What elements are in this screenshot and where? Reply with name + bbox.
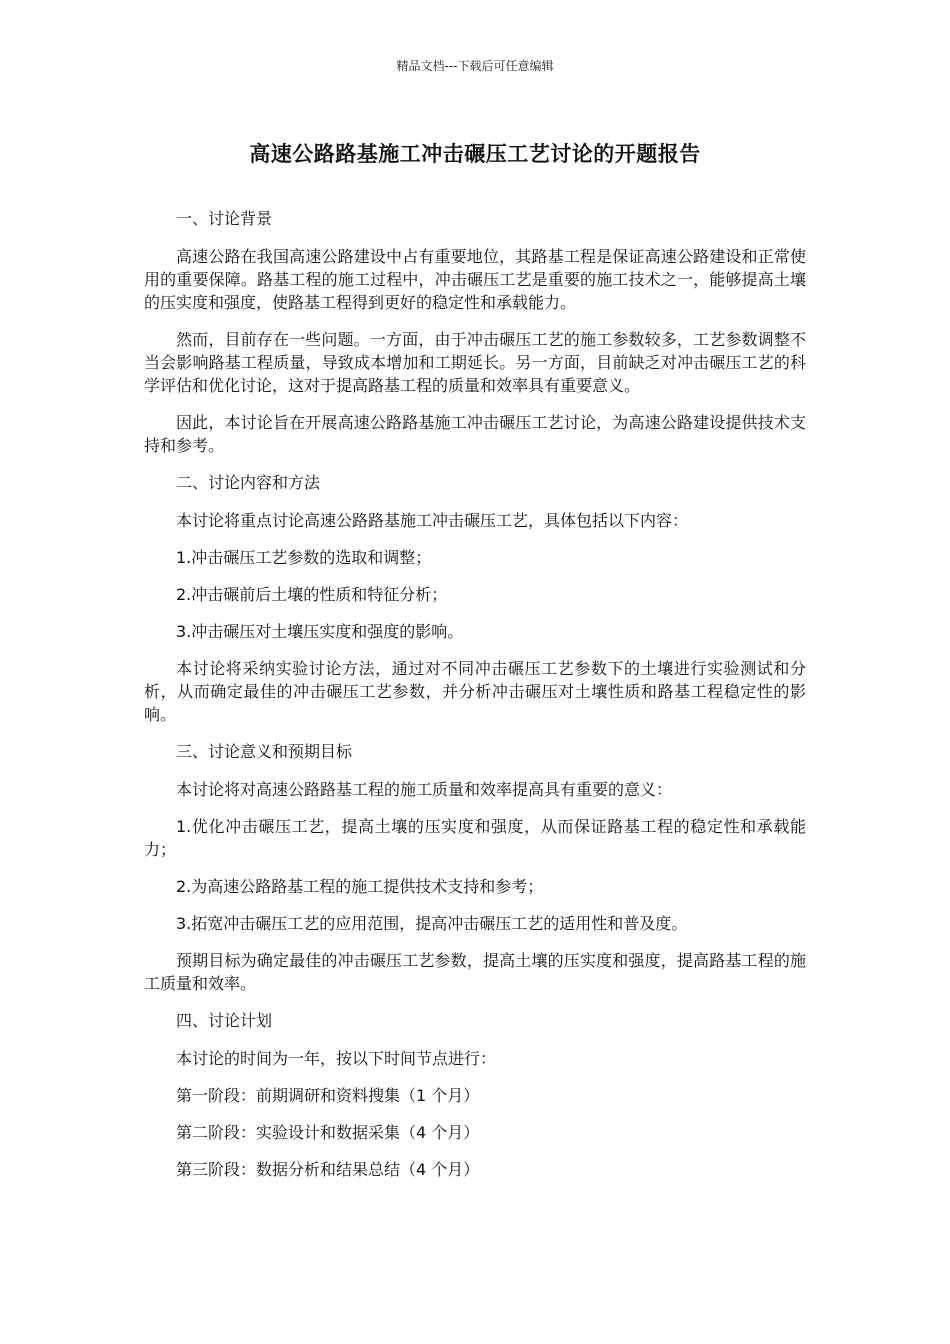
list-item: 3.拓宽冲击碾压工艺的应用范围，提高冲击碾压工艺的适用性和普及度。 [176, 914, 688, 933]
schedule-item: 第三阶段：数据分析和结果总结（4 个月） [176, 1160, 480, 1179]
list-item: 2.冲击碾前后土壤的性质和特征分析； [176, 585, 448, 604]
document-body [144, 207, 806, 1195]
schedule-item: 第一阶段：前期调研和资料搜集（1 个月） [176, 1086, 480, 1105]
paragraph: 本讨论将采纳实验讨论方法，通过对不同冲击碾压工艺参数下的土壤进行实验测试和分析，从而确定最佳的冲击碾压工艺参数，并分析冲击碾压对土壤性质和路基工程稳定性的影响。 [144, 659, 806, 724]
schedule-item: 第二阶段：实验设计和数据采集（4 个月） [176, 1123, 480, 1142]
section-heading-background: 一、讨论背景 [176, 209, 273, 228]
section-heading-significance: 三、讨论意义和预期目标 [176, 742, 353, 761]
list-item: 1.优化冲击碾压工艺，提高土壤的压实度和强度，从而保证路基工程的稳定性和承载能力； [144, 817, 806, 859]
header-note: 精品文档---下载后可任意编辑 [396, 59, 554, 73]
paragraph: 本讨论将对高速公路路基工程的施工质量和效率提高具有重要的意义： [176, 780, 673, 799]
list-item: 2.为高速公路路基工程的施工提供技术支持和参考； [176, 877, 544, 896]
paragraph: 本讨论的时间为一年，按以下时间节点进行： [176, 1049, 497, 1068]
paragraph: 本讨论将重点讨论高速公路路基施工冲击碾压工艺，具体包括以下内容： [176, 511, 689, 530]
paragraph: 高速公路在我国高速公路建设中占有重要地位，其路基工程是保证高速公路建设和正常使用的重要保障。路基工程的施工过程中，冲击碾压工艺是重要的施工技术之一，能够提高土壤的压实度和强度，使路基工程得到更好的稳定性和承载能力。 [144, 247, 806, 312]
list-item: 3.冲击碾压对土壤压实度和强度的影响。 [176, 622, 464, 641]
paragraph: 然而，目前存在一些问题。一方面，由于冲击碾压工艺的施工参数较多，工艺参数调整不当会影响路基工程质量，导致成本增加和工期延长。另一方面，目前缺乏对冲击碾压工艺的科学评估和优化讨论，这对于提高路基工程的质量和效率具有重要意义。 [144, 330, 806, 395]
list-item: 1.冲击碾压工艺参数的选取和调整； [176, 548, 432, 567]
section-heading-content-methods: 二、讨论内容和方法 [176, 473, 321, 492]
paragraph: 预期目标为确定最佳的冲击碾压工艺参数，提高土壤的压实度和强度，提高路基工程的施工质量和效率。 [144, 951, 806, 993]
document-title: 高速公路路基施工冲击碾压工艺讨论的开题报告 [249, 142, 701, 166]
paragraph: 因此，本讨论旨在开展高速公路路基施工冲击碾压工艺讨论，为高速公路建设提供技术支持和参考。 [144, 413, 806, 455]
section-heading-plan: 四、讨论计划 [176, 1011, 273, 1030]
